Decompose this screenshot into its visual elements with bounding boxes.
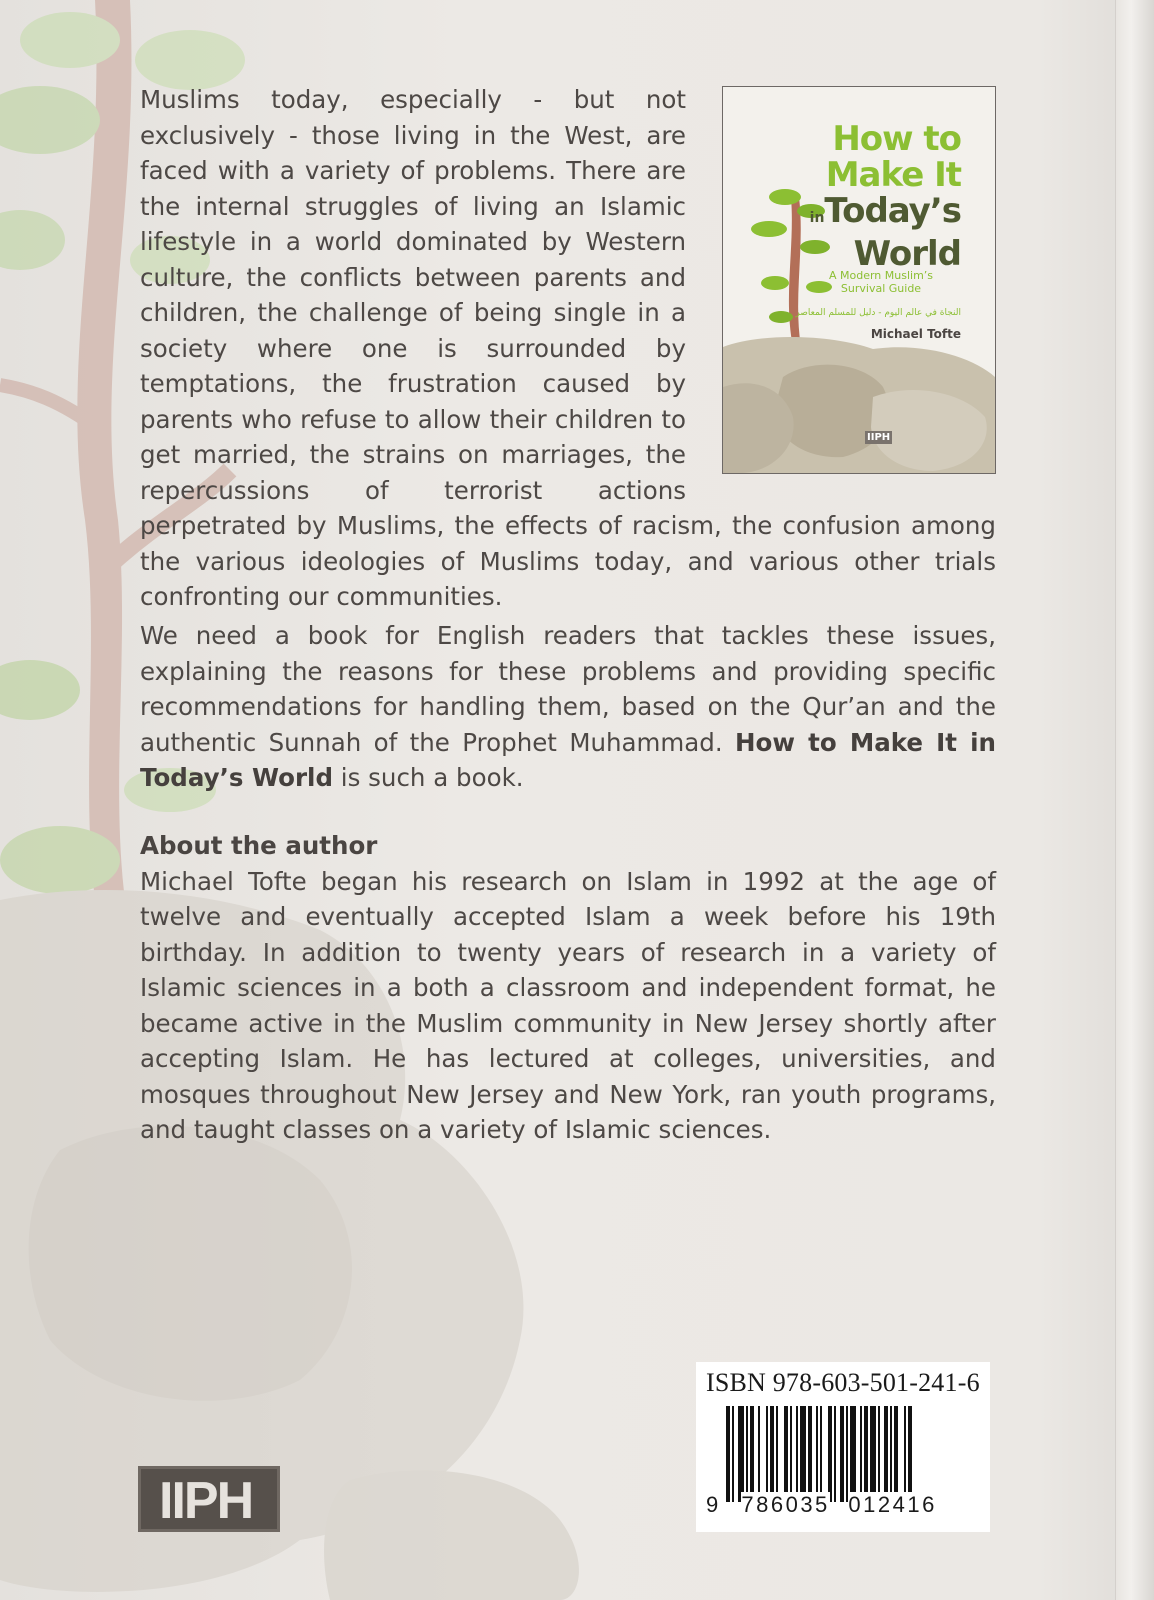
barcode-bar (746, 1406, 748, 1502)
barcode-bar (850, 1406, 856, 1502)
thumbnail-title-line3: Today’s (824, 191, 961, 231)
barcode-bar (758, 1406, 760, 1502)
barcode-bar (820, 1406, 822, 1502)
barcode-bar (766, 1406, 768, 1502)
barcode-bar (790, 1406, 792, 1502)
barcode-bar (864, 1406, 868, 1502)
thumbnail-author: Michael Tofte (870, 327, 961, 341)
barcode-digits-left: 786035 (741, 1492, 830, 1517)
second-paragraph-text: We need a book for English readers that tackles these issues, explaining the reasons for these problems and providing specific recommendations for handling them, based on the Qur’an and the authentic Sunnah of the Prophet Muhammad. (140, 621, 996, 757)
barcode-bar (738, 1406, 744, 1502)
barcode-digits-right: 012416 (848, 1492, 937, 1517)
second-paragraph (140, 618, 996, 796)
barcode-bar (904, 1406, 906, 1502)
barcode-digit-first: 9 (706, 1492, 721, 1517)
barcode-bar (816, 1406, 818, 1502)
barcode-bar (784, 1406, 788, 1502)
barcode-bar (840, 1406, 844, 1502)
barcode-bar (808, 1406, 812, 1502)
book-title-inline: How to Make It in Today’s World (140, 727, 996, 792)
thumbnail-subtitle (801, 269, 961, 295)
thumbnail-subtitle-line2: Survival Guide (840, 282, 922, 295)
barcode-digits (706, 1492, 976, 1518)
book-cover-thumbnail (722, 86, 996, 474)
barcode-bar (796, 1406, 798, 1502)
thumbnail-title-line4: World (853, 234, 961, 274)
thumbnail-title-in: in (809, 210, 825, 226)
thumbnail-arabic-subtitle: النجاة في عالم اليوم - دليل للمسلم المعاصر (795, 308, 961, 318)
thumbnail-publisher-logo: IIPH (867, 432, 891, 443)
barcode-bar (800, 1406, 806, 1502)
barcode-bars (726, 1406, 966, 1502)
about-author-text: Michael Tofte began his research on Islam in 1992 at the age of twelve and eventually accepted Islam a week before his 19th birthday. In addition to twenty years of research in a variety of Islamic sciences in a both a classroom and independent format, he became active in the Muslim community in New Jersey shortly after accepting Islam. He has lectured at colleges, universities, and mosques throughout New Jersey and New York, ran youth programs, and taught classes on a variety of Islamic sciences. (140, 866, 996, 1144)
barcode-bar (776, 1406, 778, 1502)
second-paragraph-tail: is such a book. (340, 763, 524, 792)
barcode-bar (726, 1406, 730, 1502)
barcode-bar (870, 1406, 876, 1502)
barcode-bar (894, 1406, 898, 1502)
barcode-bar (908, 1406, 912, 1502)
thumbnail-title (810, 121, 961, 272)
isbn-text: ISBN 978-603-501-241-6 (706, 1368, 980, 1397)
about-author-heading: About the author (140, 831, 378, 860)
spine-edge (1115, 0, 1154, 1600)
isbn-barcode (696, 1362, 990, 1532)
thumbnail-title-line1: How to (832, 119, 961, 159)
about-author-section (140, 828, 996, 1148)
thumbnail-title-line2: Make It (825, 155, 961, 195)
barcode-bar (770, 1406, 774, 1502)
thumbnail-subtitle-line1: A Modern Muslim’s (828, 269, 934, 282)
barcode-bar (890, 1406, 892, 1502)
barcode-bar (860, 1406, 862, 1502)
barcode-bar (884, 1406, 888, 1502)
barcode-bar (878, 1406, 880, 1502)
barcode-bar (834, 1406, 836, 1502)
barcode-bar (828, 1406, 832, 1502)
publisher-logo (138, 1466, 280, 1532)
barcode-bar (846, 1406, 848, 1502)
barcode-bar (750, 1406, 754, 1502)
barcode-bar (732, 1406, 734, 1502)
publisher-logo-text: IIPH (159, 1472, 253, 1530)
intro-text: Muslims today, especially - but not exclusively - those living in the West, are faced with a variety of problems. There are the internal struggles of living an Islamic lifestyle in a world dominated by Western culture, the conflicts between parents and children, the challenge of being single in a society where one is surrounded by temptations, the frustration caused by parents who refuse to allow their children to get married, the strains on marriages, the repercussions of terrorist actions perpetrated by Muslims, the effects of racism, the confusion among the various ideologies of Muslims today, and various other trials confronting our communities. (140, 85, 996, 611)
